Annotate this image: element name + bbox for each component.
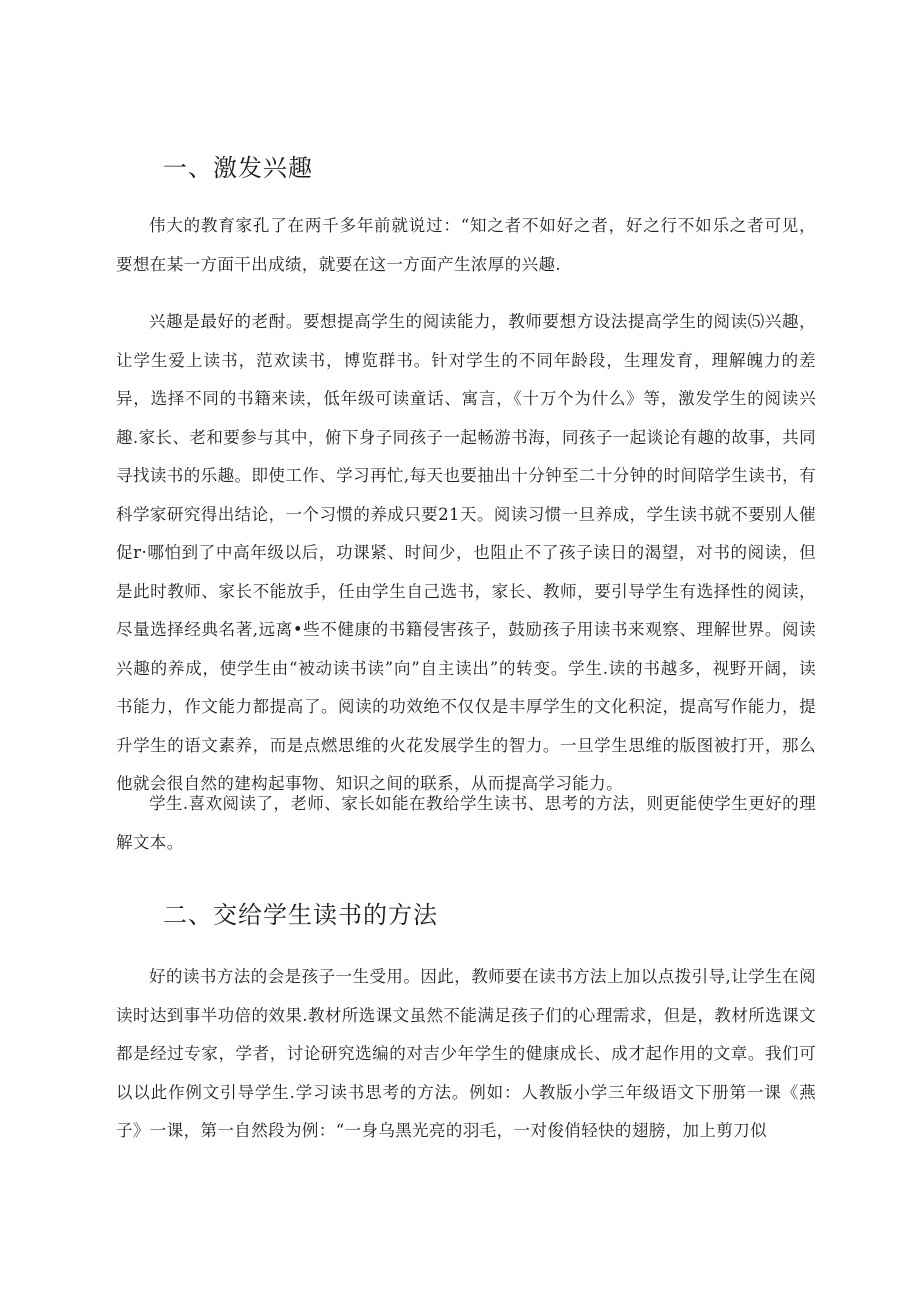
section-heading-reading-methods: 二、交给学生读书的方法	[163, 901, 438, 929]
paragraph-confucius-quote: 伟大的教育家孔了在两千多年前就说过：“知之者不如好之者，好之行不如乐之者可见，要想在某一方面干出成绩，就要在这一方面产生浓厚的兴趣.	[116, 216, 816, 274]
paragraph-good-reading-methods: 好的读书方法的会是孩子一生受用。因此，教师要在读书方法上加以点拨引导,让学生在阅读时达到事半功倍的效果.教材所选课文虽然不能满足孩子们的心理需求，但是，教材所选课文都是经过专家，学者，讨论研究选编的对吉少年学生的健康成长、成才起作用的文章。我们可以以此作例文引导学生.学习读书思考的方法。例如：人教版小学三年级语文下册第一课《燕子》一课，第一自然段为例：“一身乌黑光亮的羽毛，一对俊俏轻快的翅膀，加上剪刀似	[116, 967, 816, 1140]
paragraph-reading-methods-intro: 学生.喜欢阅读了，老师、家长如能在教给学生读书、思考的方法，则更能使学生更好的理解文本。	[116, 794, 816, 852]
section-heading-interest: 一、激发兴趣	[163, 154, 313, 182]
paragraph-interest-teacher: 兴趣是最好的老酎。要想提高学生的阅读能力，教师要想方设法提高学生的阅读⑸兴趣，让学生爱上读书，范欢读书，博览群书。针对学生的不同年龄段，生理发育，理解魄力的差异，选择不同的书籍来读，低年级可读童话、寓言，《十万个为什么》等，激发学生的阅读兴趣.家长、老和要参与其中，俯下身子同孩子一起畅游书海，同孩子一起谈论有趣的故事，共同寻找读书的乐趣。即使工作、学习再忙,每天也要抽出十分钟至二十分钟的时间陪学生读书，有科学家研究得出结论，一个习惯的养成只要21天。阅读习惯一旦养成，学生读书就不要别人催促r·哪怕到了中高年级以后，功课紧、时间少，也阻止不了孩子读日的渴望，对书的阅读，但是此时教师、家长不能放手，任由学生自己选书，家长、教师，要引导学生有选择性的阅读，尽量选择经典名著,远离•些不健康的书籍侵害孩子，鼓励孩子用读书来观察、理解世界。阅读兴趣的养成，使学生由“被动读书读”向”自主读出”的转变。学生.读的书越多，视野开阔，读书能力，作文能力都提高了。阅读的功效绝不仅仅是丰厚学生的文化积淀，提高写作能力，提升学生的语文素养，而是点燃思维的火花发展学生的智力。一旦学生思维的版图被打开，那么他就会很自然的建构起事物、知识之间的联系，从而提高学习能力。	[116, 312, 816, 793]
